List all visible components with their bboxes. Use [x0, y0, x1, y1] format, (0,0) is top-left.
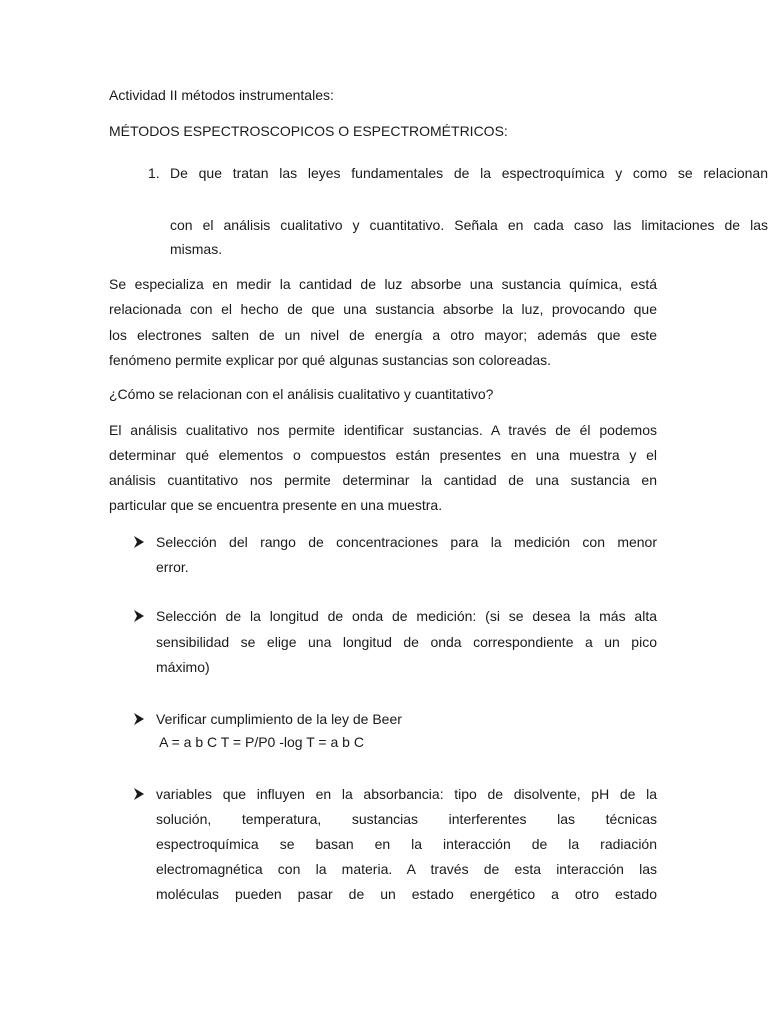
paragraph-line: fenómeno permite explicar por qué algunas sustancias son coloreadas.: [109, 352, 552, 368]
bullet-line: Verificar cumplimiento de la ley de Beer: [156, 711, 402, 727]
bullet-line: Selección del rango de concentraciones para la medición con menor: [156, 534, 657, 550]
question-line: mismas.: [170, 241, 223, 257]
question-line: De que tratan las leyes fundamentales de la espectroquímica y como se relacionan: [170, 165, 768, 181]
bullet-line: Selección de la longitud de onda de medición: (si se desea la más alta: [156, 608, 657, 624]
arrow-bullet-icon: [133, 610, 145, 622]
paragraph-line: Se especializa en medir la cantidad de luz absorbe una sustancia química, está: [109, 276, 657, 292]
section-heading: MÉTODOS ESPECTROSCOPICOS O ESPECTROMÉTRICOS:: [109, 123, 508, 139]
paragraph-line: análisis cuantitativo nos permite determinar la cantidad de una sustancia en: [109, 472, 657, 488]
bullet-line: variables que influyen en la absorbancia: tipo de disolvente, pH de la: [156, 786, 657, 802]
arrow-bullet-icon: [133, 788, 145, 800]
bullet-line: máximo): [156, 659, 210, 675]
paragraph-line: determinar qué elementos o compuestos están presentes en una muestra y el: [109, 447, 657, 463]
bullet-line: solución, temperatura, sustancias interferentes las técnicas: [156, 811, 657, 827]
paragraph-line: El análisis cualitativo nos permite identificar sustancias. A través de él podemos: [109, 422, 657, 438]
bullet-line: electromagnética con la materia. A través de esta interacción las: [156, 861, 657, 877]
paragraph-line: relacionada con el hecho de que una sustancia absorbe la luz, provocando que: [109, 301, 657, 317]
bullet-line: sensibilidad se elige una longitud de onda correspondiente a un pico: [156, 634, 657, 650]
question-line: con el análisis cualitativo y cuantitativo. Señala en cada caso las limitaciones de las: [170, 217, 768, 233]
subquestion: ¿Cómo se relacionan con el análisis cualitativo y cuantitativo?: [109, 386, 494, 402]
paragraph-line: los electrones salten de un nivel de energía a otro mayor; además que este: [109, 327, 657, 343]
paragraph-line: particular que se encuentra presente en una muestra.: [109, 497, 443, 513]
question-number: 1.: [148, 165, 160, 181]
formula-line: A = a b C T = P/P0 -log T = a b C: [156, 734, 364, 750]
arrow-bullet-icon: [133, 536, 145, 548]
bullet-line: espectroquímica se basan en la interacción de la radiación: [156, 836, 657, 852]
arrow-bullet-icon: [133, 713, 145, 725]
bullet-line: moléculas pueden pasar de un estado energético a otro estado: [156, 886, 657, 902]
document-title: Actividad II métodos instrumentales:: [109, 87, 334, 103]
bullet-line: error.: [156, 559, 189, 575]
